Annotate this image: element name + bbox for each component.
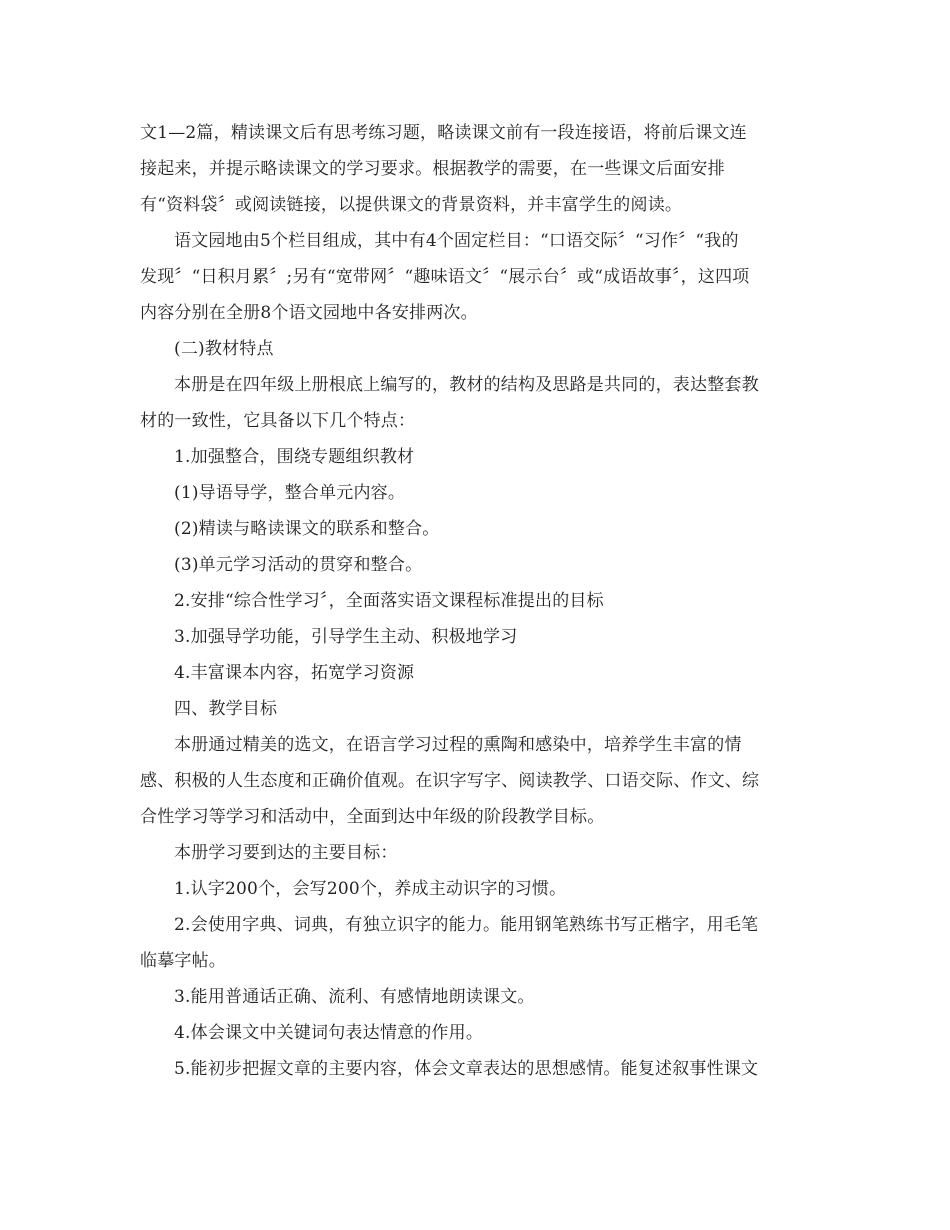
text-line: 本册是在四年级上册根底上编写的，教材的结构及思路是共同的，表达整套教 <box>174 375 759 395</box>
list-item: 4.丰富课本内容，拓宽学习资源 <box>174 663 415 683</box>
list-item: (3)单元学习活动的贯穿和整合。 <box>174 555 423 575</box>
list-item: 3.能用普通话正确、流利、有感情地朗读课文。 <box>174 987 535 1007</box>
text-line: 材的一致性，它具备以下几个特点： <box>140 411 416 431</box>
text-line: 临摹字帖。 <box>140 951 226 971</box>
list-item: 2.会使用字典、词典，有独立识字的能力。能用钢笔熟练书写正楷字，用毛笔 <box>174 915 759 935</box>
text-line: 本册通过精美的选文，在语言学习过程的熏陶和感染中，培养学生丰富的情 <box>174 735 742 755</box>
text-line: 语文园地由5个栏目组成，其中有4个固定栏目：“口语交际〞“习作〞“我的 <box>174 231 739 251</box>
text-line: 文1—2篇，精读课文后有思考练习题，略读课文前有一段连接语，将前后课文连 <box>140 123 747 143</box>
text-line: 内容分别在全册8个语文园地中各安排两次。 <box>140 303 478 323</box>
list-item: 3.加强导学功能，引导学生主动、积极地学习 <box>174 627 518 647</box>
list-item: 5.能初步把握文章的主要内容，体会文章表达的思想感情。能复述叙事性课文 <box>174 1059 759 1079</box>
text-line: 接起来，并提示略读课文的学习要求。根据教学的需要，在一些课文后面安排 <box>140 159 725 179</box>
list-item: (2)精读与略读课文的联系和整合。 <box>174 519 440 539</box>
text-line: 感、积极的人生态度和正确价值观。在识字写字、阅读教学、口语交际、作文、综 <box>140 771 760 791</box>
text-line: 发现〞“日积月累〞;另有“宽带网〞“趣味语文〞“展示台〞或“成语故事〞，这四项 <box>140 267 750 287</box>
text-line: 合性学习等学习和活动中，全面到达中年级的阶段教学目标。 <box>140 807 605 827</box>
text-line: 有“资料袋〞或阅读链接，以提供课文的背景资料，并丰富学生的阅读。 <box>140 195 683 215</box>
list-item: 2.安排“综合性学习〞，全面落实语文课程标准提出的目标 <box>174 591 604 611</box>
list-item: (1)导语导学，整合单元内容。 <box>174 483 406 503</box>
list-item: 1.加强整合，围绕专题组织教材 <box>174 447 415 467</box>
list-item: 4.体会课文中关键词句表达情意的作用。 <box>174 1023 484 1043</box>
document-body <box>140 115 820 1087</box>
section-heading: (二)教材特点 <box>174 339 274 359</box>
section-heading: 四、教学目标 <box>174 699 278 719</box>
text-line: 本册学习要到达的主要目标： <box>174 843 398 863</box>
list-item: 1.认字200个，会写200个，养成主动识字的习惯。 <box>174 879 567 899</box>
